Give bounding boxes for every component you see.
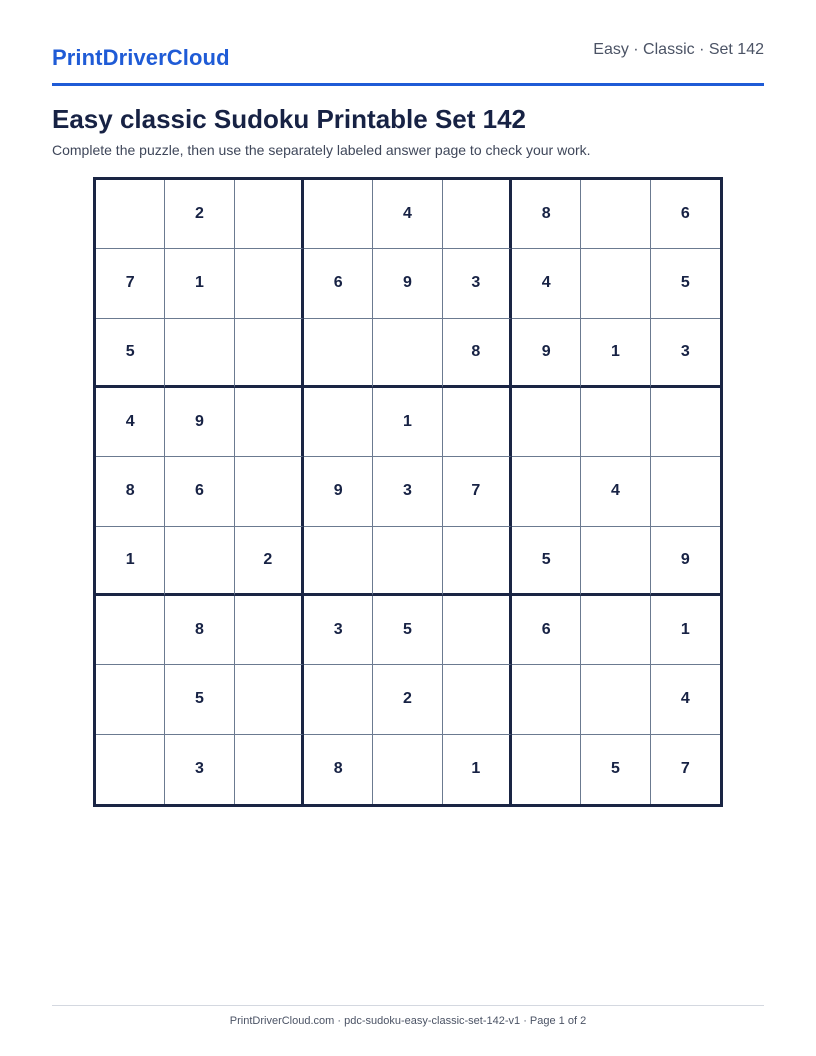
sudoku-cell: 2 <box>373 665 442 734</box>
sudoku-cell[interactable] <box>235 388 304 457</box>
sudoku-cell: 5 <box>512 527 581 596</box>
sudoku-cell[interactable] <box>581 180 650 249</box>
sudoku-cell: 5 <box>96 319 165 388</box>
sudoku-cell[interactable] <box>512 735 581 804</box>
brand-logo[interactable]: PrintDriverCloud <box>52 45 230 70</box>
sudoku-cell[interactable] <box>581 388 650 457</box>
sudoku-cell: 5 <box>373 596 442 665</box>
sudoku-cell: 3 <box>373 457 442 526</box>
sudoku-cell: 8 <box>96 457 165 526</box>
sudoku-cell[interactable] <box>651 457 720 526</box>
sudoku-cell: 1 <box>165 249 234 318</box>
sudoku-cell[interactable] <box>373 319 442 388</box>
instructions: Complete the puzzle, then use the separately labeled answer page to check your work. <box>52 142 591 158</box>
puzzle-meta: Easy · Classic · Set 142 <box>593 41 764 58</box>
sudoku-cell: 6 <box>304 249 373 318</box>
sudoku-cell[interactable] <box>581 596 650 665</box>
sudoku-cell: 4 <box>581 457 650 526</box>
sudoku-cell: 7 <box>96 249 165 318</box>
sudoku-cell[interactable] <box>443 388 512 457</box>
sudoku-cell[interactable] <box>235 180 304 249</box>
sudoku-cell: 4 <box>651 665 720 734</box>
sudoku-cell: 8 <box>443 319 512 388</box>
sudoku-cell: 3 <box>443 249 512 318</box>
sudoku-cell: 4 <box>512 249 581 318</box>
sudoku-cell[interactable] <box>165 319 234 388</box>
sudoku-cell: 1 <box>96 527 165 596</box>
sudoku-cell[interactable] <box>304 665 373 734</box>
sudoku-cell: 7 <box>651 735 720 804</box>
sudoku-cell: 2 <box>165 180 234 249</box>
sudoku-cell[interactable] <box>373 735 442 804</box>
sudoku-cell[interactable] <box>512 457 581 526</box>
sudoku-cell: 6 <box>165 457 234 526</box>
sudoku-cell[interactable] <box>96 180 165 249</box>
page-footer: PrintDriverCloud.com · pdc-sudoku-easy-classic-set-142-v1 · Page 1 of 2 <box>52 1005 764 1027</box>
sudoku-cell[interactable] <box>651 388 720 457</box>
sudoku-cell: 9 <box>512 319 581 388</box>
sudoku-cell[interactable] <box>235 735 304 804</box>
sudoku-cell[interactable] <box>96 665 165 734</box>
sudoku-cell[interactable] <box>304 180 373 249</box>
sudoku-cell: 9 <box>165 388 234 457</box>
sudoku-cell[interactable] <box>443 665 512 734</box>
sudoku-cell: 4 <box>96 388 165 457</box>
sudoku-cell: 1 <box>443 735 512 804</box>
sudoku-cell[interactable] <box>443 180 512 249</box>
sudoku-cell: 4 <box>373 180 442 249</box>
sudoku-cell[interactable] <box>304 527 373 596</box>
sudoku-cell[interactable] <box>581 527 650 596</box>
sudoku-cell[interactable] <box>581 665 650 734</box>
sudoku-cell: 7 <box>443 457 512 526</box>
page-header <box>52 38 764 86</box>
sudoku-cell: 8 <box>304 735 373 804</box>
sudoku-cell[interactable] <box>165 527 234 596</box>
sudoku-grid <box>93 177 723 807</box>
sudoku-cell: 9 <box>373 249 442 318</box>
sudoku-cell[interactable] <box>443 527 512 596</box>
sudoku-cell: 8 <box>165 596 234 665</box>
sudoku-cell[interactable] <box>304 388 373 457</box>
sudoku-cell: 9 <box>304 457 373 526</box>
sudoku-cell: 8 <box>512 180 581 249</box>
sudoku-cell: 5 <box>651 249 720 318</box>
sudoku-cell: 3 <box>651 319 720 388</box>
sudoku-cell[interactable] <box>235 596 304 665</box>
sudoku-cell: 3 <box>304 596 373 665</box>
sudoku-cell[interactable] <box>581 249 650 318</box>
sudoku-cell: 2 <box>235 527 304 596</box>
sudoku-cell[interactable] <box>235 457 304 526</box>
sudoku-cell: 6 <box>512 596 581 665</box>
sudoku-cell[interactable] <box>235 249 304 318</box>
sudoku-cell[interactable] <box>443 596 512 665</box>
sudoku-cell: 3 <box>165 735 234 804</box>
sudoku-cell[interactable] <box>96 596 165 665</box>
sudoku-cell[interactable] <box>235 319 304 388</box>
sudoku-cell[interactable] <box>373 527 442 596</box>
sudoku-cell[interactable] <box>512 665 581 734</box>
sudoku-cell: 5 <box>165 665 234 734</box>
sudoku-cell[interactable] <box>96 735 165 804</box>
sudoku-cell: 1 <box>581 319 650 388</box>
sudoku-cell: 1 <box>373 388 442 457</box>
sudoku-cell[interactable] <box>512 388 581 457</box>
sudoku-cell: 9 <box>651 527 720 596</box>
page-title: Easy classic Sudoku Printable Set 142 <box>52 104 527 134</box>
sudoku-cell: 1 <box>651 596 720 665</box>
sudoku-cell[interactable] <box>304 319 373 388</box>
sudoku-cell: 6 <box>651 180 720 249</box>
sudoku-cell[interactable] <box>235 665 304 734</box>
sudoku-cell: 5 <box>581 735 650 804</box>
